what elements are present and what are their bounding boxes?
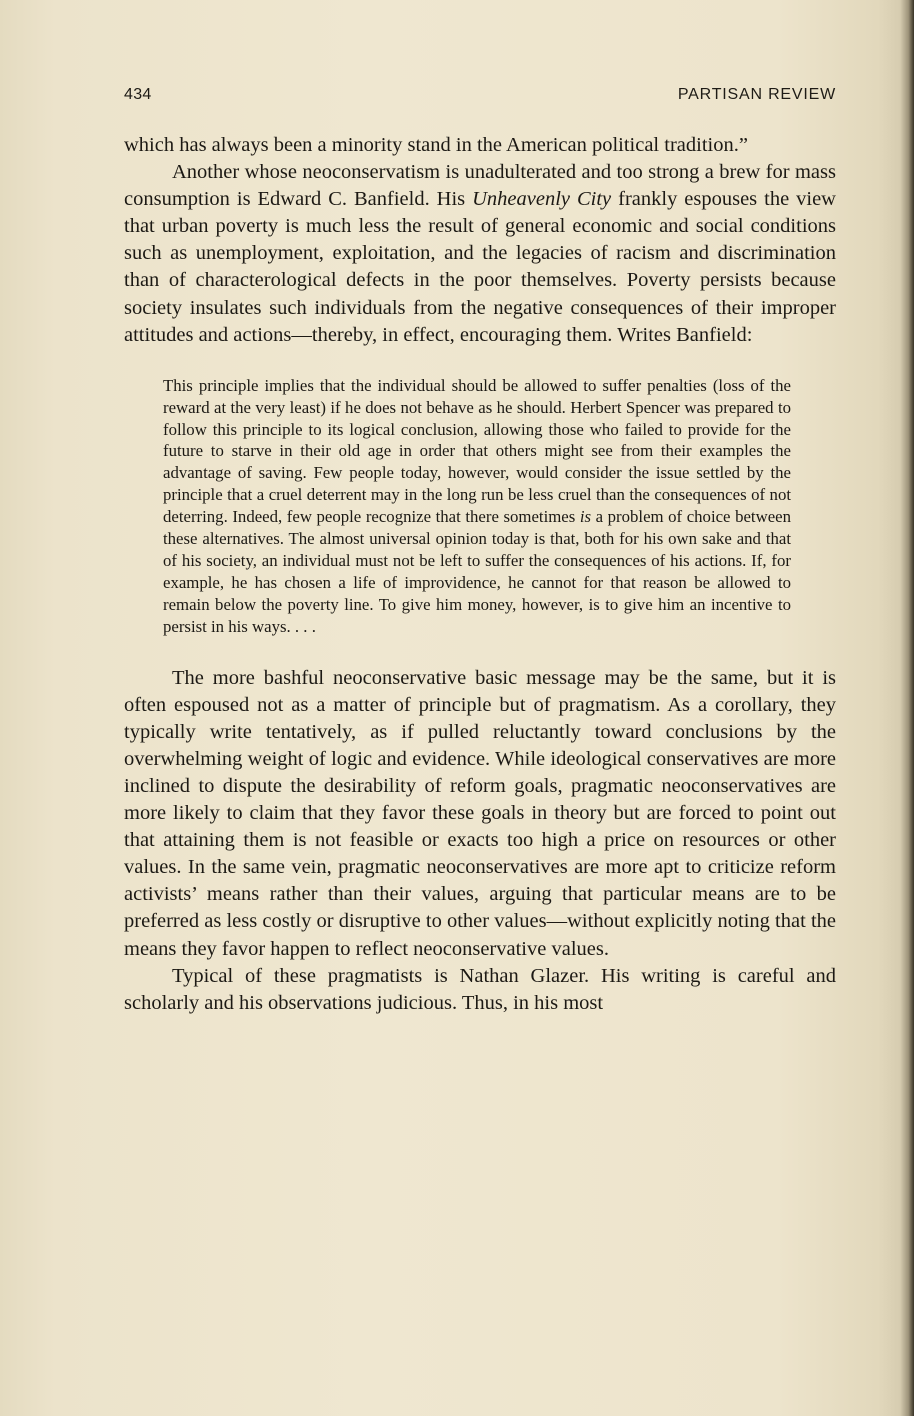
quote-text: This principle implies that the individual should be allowed to suffer penalties (loss of the reward at the very least) if he does not behave as he should. Herbert Spencer was prepared to follow this principle to its logical conclusion, allowing those who failed to provide for the future to starve in their old age in order that others might see from their examples the advantage of saving. Few people today, however, would consider the issue settled by the principle that a cruel deterrent may in the long run be less cruel than the consequences of not deterring. Indeed, few people recognize that there sometimes [163,375,791,527]
quote-emphasis-italic: is [579,507,592,527]
journal-title: PARTISAN REVIEW [677,86,836,103]
book-title-italic: Unheavenly City [472,188,612,211]
paragraph-glazer: Typical of these pragmatists is Nathan Glazer. His writing is careful and scholarly and his observations judicious. Thus, in his most [124,964,836,1014]
body-text [124,132,836,1017]
block-quote [163,375,791,638]
paragraph-pragmatism: The more bashful neoconservative basic message may be the same, but it is often espoused not as a matter of principle but of pragmatism. As a corollary, they typically write tentatively, as if pulled reluctantly toward conclusions by the overwhelming weight of logic and evidence. While ideological conservatives are more inclined to dispute the desirability of reform goals, pragmatic neoconservatives are more likely to claim that they favor these goals in theory but are forced to point out that attaining them is not feasible or exacts too high a price on resources or other values. In the same vein, pragmatic neoconservatives are more apt to criticize reform activists’ means rather than their values, arguing that particular means are to be preferred as less costly or disruptive to other values—without explicitly noting that the means they favor happen to reflect neoconservative values. [124,666,836,960]
paragraph-text: Another whose neoconservatism is unadulterated and too strong a brew for mass consumption is Edward C. Banfield. His [124,161,836,211]
quote-text: a problem of choice between these alternatives. The almost universal opinion today is that, both for his own sake and that of his society, an individual must not be left to suffer the consequences of his actions. If, for example, he has chosen a life of improvidence, he cannot for that reason be allowed to remain below the poverty line. To give him money, however, is to give him an incentive to persist in his ways. . . . [163,507,791,636]
running-head [124,86,836,108]
paragraph-continuation: which has always been a minority stand in the American political tradition.” [124,134,748,156]
page-edge-shadow [900,0,914,1416]
paragraph-banfield [124,159,836,349]
paragraph-text: frankly espouses the view that urban poverty is much less the result of general economic and social conditions such as unemployment, exploitation, and the legacies of racism and discrimination than of characterological defects in the poor themselves. Poverty persists because society insulates such individuals from the negative consequences of their improper attitudes and actions—thereby, in effect, encouraging them. Writes Banfield: [124,188,836,346]
page-number: 434 [124,86,152,103]
